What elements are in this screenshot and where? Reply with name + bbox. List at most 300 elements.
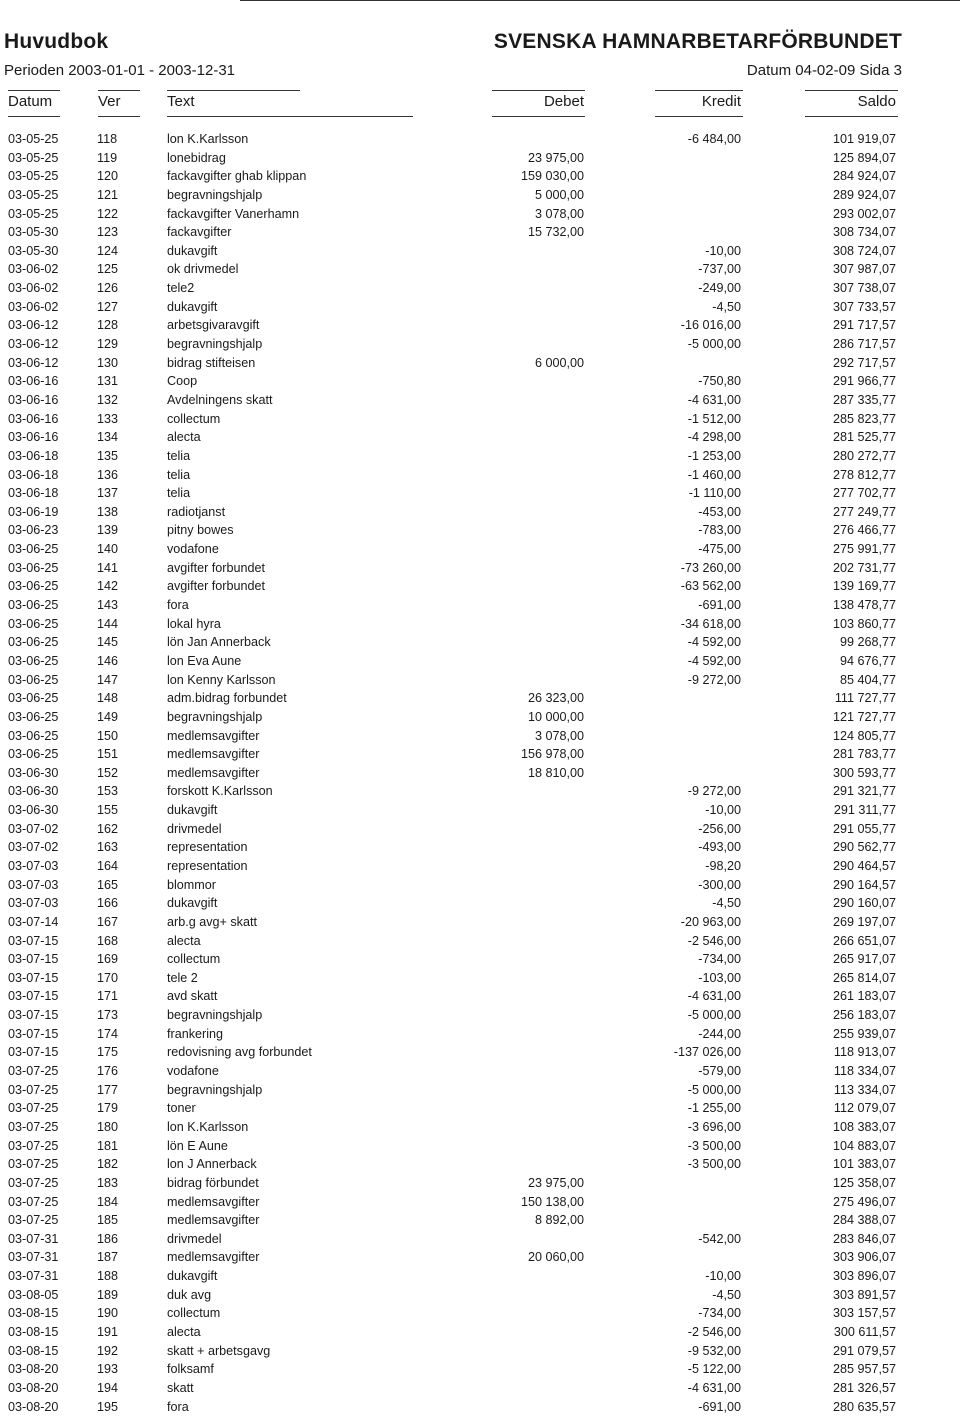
voucher-number: 131 xyxy=(97,374,119,389)
entry-date: 03-07-15 xyxy=(8,1045,59,1060)
column-header-ver: Ver xyxy=(98,93,121,110)
table-row xyxy=(0,782,960,801)
debet-amount: 23 975,00 xyxy=(527,1175,584,1190)
kredit-amount: -475,00 xyxy=(698,542,741,557)
voucher-number: 149 xyxy=(97,709,119,724)
kredit-amount: -16 016,00 xyxy=(680,318,741,333)
rule-ver-top xyxy=(98,90,140,91)
table-row xyxy=(0,764,960,783)
debet-amount: 6 000,00 xyxy=(534,355,584,370)
voucher-number: 180 xyxy=(97,1119,119,1134)
kredit-amount: -493,00 xyxy=(698,840,741,855)
voucher-number: 184 xyxy=(97,1194,119,1209)
debet-amount: 20 060,00 xyxy=(527,1250,584,1265)
entry-text: bidrag stifteisen xyxy=(167,355,256,370)
voucher-number: 175 xyxy=(97,1045,119,1060)
rule-date-top xyxy=(8,90,60,91)
table-row xyxy=(0,1398,960,1416)
entry-text: skatt + arbetsgavg xyxy=(167,1343,271,1358)
period-range: Perioden 2003-01-01 - 2003-12-31 xyxy=(4,62,235,79)
entry-text: medlemsavgifter xyxy=(167,747,260,762)
entry-text: folksamf xyxy=(167,1362,214,1377)
voucher-number: 132 xyxy=(97,392,119,407)
voucher-number: 146 xyxy=(97,653,119,668)
voucher-number: 186 xyxy=(97,1231,119,1246)
voucher-number: 124 xyxy=(97,243,119,258)
entry-date: 03-05-25 xyxy=(8,187,59,202)
entry-date: 03-06-12 xyxy=(8,355,59,370)
entry-text: alecta xyxy=(167,933,201,948)
entry-text: avd skatt xyxy=(167,989,218,1004)
entry-date: 03-07-31 xyxy=(8,1231,59,1246)
voucher-number: 177 xyxy=(97,1082,119,1097)
table-row xyxy=(0,708,960,727)
voucher-number: 194 xyxy=(97,1380,119,1395)
saldo-amount: 85 404,77 xyxy=(839,672,896,687)
entry-text: collectum xyxy=(167,411,221,426)
entry-date: 03-06-12 xyxy=(8,337,59,352)
kredit-amount: -1 255,00 xyxy=(687,1101,741,1116)
kredit-amount: -1 253,00 xyxy=(687,448,741,463)
table-row xyxy=(0,391,960,410)
saldo-amount: 303 891,57 xyxy=(832,1287,896,1302)
entry-date: 03-06-25 xyxy=(8,672,59,687)
entry-text: lon Kenny Karlsson xyxy=(167,672,276,687)
saldo-amount: 291 079,57 xyxy=(832,1343,896,1358)
kredit-amount: -137 026,00 xyxy=(673,1045,741,1060)
kredit-amount: -249,00 xyxy=(698,281,741,296)
entry-text: arbetsgivaravgift xyxy=(167,318,260,333)
voucher-number: 151 xyxy=(97,747,119,762)
entry-text: lon J Annerback xyxy=(167,1157,257,1172)
table-row xyxy=(0,205,960,224)
table-row xyxy=(0,372,960,391)
saldo-amount: 281 525,77 xyxy=(832,430,896,445)
table-row xyxy=(0,801,960,820)
entry-text: medlemsavgifter xyxy=(167,1194,260,1209)
rule-saldo-bottom xyxy=(805,116,898,117)
voucher-number: 141 xyxy=(97,560,119,575)
table-row xyxy=(0,1248,960,1267)
saldo-amount: 285 957,57 xyxy=(832,1362,896,1377)
top-rule xyxy=(240,0,960,1)
entry-text: toner xyxy=(167,1101,196,1116)
entry-date: 03-06-30 xyxy=(8,765,59,780)
entry-text: dukavgift xyxy=(167,1269,218,1284)
voucher-number: 181 xyxy=(97,1138,119,1153)
entry-date: 03-06-16 xyxy=(8,374,59,389)
saldo-amount: 292 717,57 xyxy=(832,355,896,370)
entry-date: 03-06-23 xyxy=(8,523,59,538)
entry-text: begravningshjalp xyxy=(167,187,263,202)
voucher-number: 195 xyxy=(97,1399,119,1414)
entry-date: 03-06-25 xyxy=(8,542,59,557)
voucher-number: 169 xyxy=(97,952,119,967)
entry-date: 03-07-15 xyxy=(8,989,59,1004)
entry-text: frankering xyxy=(167,1026,224,1041)
entry-text: representation xyxy=(167,858,248,873)
table-row xyxy=(0,987,960,1006)
kredit-amount: -3 696,00 xyxy=(687,1119,741,1134)
kredit-amount: -1 512,00 xyxy=(687,411,741,426)
kredit-amount: -63 562,00 xyxy=(680,579,741,594)
voucher-number: 153 xyxy=(97,784,119,799)
voucher-number: 148 xyxy=(97,691,119,706)
entry-date: 03-07-15 xyxy=(8,1008,59,1023)
table-row xyxy=(0,1230,960,1249)
saldo-amount: 280 635,57 xyxy=(832,1399,896,1414)
voucher-number: 155 xyxy=(97,803,119,818)
entry-text: lön Jan Annerback xyxy=(167,635,271,650)
saldo-amount: 261 183,07 xyxy=(832,989,896,1004)
saldo-amount: 281 783,77 xyxy=(832,747,896,762)
kredit-amount: -4 592,00 xyxy=(687,635,741,650)
entry-text: fackavgifter xyxy=(167,225,232,240)
voucher-number: 191 xyxy=(97,1325,119,1339)
saldo-amount: 287 335,77 xyxy=(832,392,896,407)
kredit-amount: -9 272,00 xyxy=(687,784,741,799)
entry-text: medlemsavgifter xyxy=(167,1250,260,1265)
saldo-amount: 121 727,77 xyxy=(832,709,896,724)
entry-date: 03-06-25 xyxy=(8,728,59,743)
entry-date: 03-06-16 xyxy=(8,430,59,445)
entry-date: 03-06-30 xyxy=(8,784,59,799)
saldo-amount: 291 055,77 xyxy=(832,821,896,836)
saldo-amount: 269 197,07 xyxy=(832,914,896,929)
debet-amount: 18 810,00 xyxy=(527,765,584,780)
entry-date: 03-07-15 xyxy=(8,952,59,967)
table-row xyxy=(0,1099,960,1118)
saldo-amount: 285 823,77 xyxy=(832,411,896,426)
table-row xyxy=(0,727,960,746)
entry-date: 03-07-25 xyxy=(8,1194,59,1209)
saldo-amount: 291 321,77 xyxy=(832,784,896,799)
voucher-number: 137 xyxy=(97,486,119,501)
entry-text: begravningshjalp xyxy=(167,1082,263,1097)
saldo-amount: 284 388,07 xyxy=(832,1213,896,1228)
voucher-number: 126 xyxy=(97,281,119,296)
kredit-amount: -10,00 xyxy=(705,803,741,818)
voucher-number: 163 xyxy=(97,840,119,855)
table-row xyxy=(0,447,960,466)
table-row xyxy=(0,1043,960,1062)
entry-date: 03-05-25 xyxy=(8,169,59,184)
debet-amount: 3 078,00 xyxy=(534,206,584,221)
entry-date: 03-06-30 xyxy=(8,803,59,818)
saldo-amount: 103 860,77 xyxy=(832,616,896,631)
saldo-amount: 104 883,07 xyxy=(832,1138,896,1153)
rule-text-top xyxy=(167,90,300,91)
table-row xyxy=(0,1379,960,1398)
saldo-amount: 303 906,07 xyxy=(832,1250,896,1265)
saldo-amount: 290 562,77 xyxy=(832,840,896,855)
entry-text: dukavgift xyxy=(167,299,218,314)
entry-text: fackavgifter ghab klippan xyxy=(167,169,307,184)
voucher-number: 145 xyxy=(97,635,119,650)
entry-text: bidrag förbundet xyxy=(167,1175,259,1190)
voucher-number: 122 xyxy=(97,206,119,221)
debet-amount: 3 078,00 xyxy=(534,728,584,743)
entry-text: drivmedel xyxy=(167,1231,222,1246)
debet-amount: 26 323,00 xyxy=(527,691,584,706)
kredit-amount: -5 000,00 xyxy=(687,1082,741,1097)
kredit-amount: -9 532,00 xyxy=(687,1343,741,1358)
entry-date: 03-08-20 xyxy=(8,1362,59,1377)
entry-text: Coop xyxy=(167,374,198,389)
voucher-number: 119 xyxy=(97,150,118,165)
kredit-amount: -734,00 xyxy=(698,1306,741,1321)
voucher-number: 193 xyxy=(97,1362,119,1377)
saldo-amount: 202 731,77 xyxy=(832,560,896,575)
kredit-amount: -10,00 xyxy=(705,1269,741,1284)
voucher-number: 152 xyxy=(97,765,119,780)
saldo-amount: 291 311,77 xyxy=(833,803,896,818)
entry-date: 03-05-30 xyxy=(8,243,59,258)
voucher-number: 192 xyxy=(97,1343,119,1358)
kredit-amount: -737,00 xyxy=(698,262,741,277)
entry-date: 03-07-25 xyxy=(8,1175,59,1190)
table-row xyxy=(0,1286,960,1305)
kredit-amount: -300,00 xyxy=(698,877,741,892)
voucher-number: 147 xyxy=(97,672,119,687)
kredit-amount: -2 546,00 xyxy=(687,1325,741,1339)
saldo-amount: 113 334,07 xyxy=(833,1082,896,1097)
entry-date: 03-06-25 xyxy=(8,653,59,668)
table-row xyxy=(0,820,960,839)
saldo-amount: 293 002,07 xyxy=(832,206,896,221)
saldo-amount: 308 724,07 xyxy=(832,243,896,258)
kredit-amount: -3 500,00 xyxy=(687,1157,741,1172)
table-row xyxy=(0,354,960,373)
entry-date: 03-07-03 xyxy=(8,858,59,873)
voucher-number: 188 xyxy=(97,1269,119,1284)
table-row xyxy=(0,428,960,447)
entry-text: lon Eva Aune xyxy=(167,653,242,668)
table-row xyxy=(0,894,960,913)
column-header-date: Datum xyxy=(8,93,53,110)
saldo-amount: 289 924,07 xyxy=(832,187,896,202)
ledger-table-body xyxy=(0,130,960,1416)
kredit-amount: -1 460,00 xyxy=(687,467,741,482)
voucher-number: 179 xyxy=(97,1101,119,1116)
entry-date: 03-06-25 xyxy=(8,560,59,575)
entry-date: 03-06-19 xyxy=(8,504,59,519)
saldo-amount: 300 611,57 xyxy=(833,1325,896,1339)
kredit-amount: -734,00 xyxy=(698,952,741,967)
table-row xyxy=(0,1342,960,1361)
entry-text: dukavgift xyxy=(167,243,218,258)
table-row xyxy=(0,130,960,149)
entry-date: 03-06-16 xyxy=(8,411,59,426)
entry-text: tele2 xyxy=(167,281,195,296)
entry-date: 03-06-25 xyxy=(8,709,59,724)
entry-text: adm.bidrag forbundet xyxy=(167,691,287,706)
saldo-amount: 284 924,07 xyxy=(832,169,896,184)
entry-date: 03-07-25 xyxy=(8,1213,59,1228)
table-row xyxy=(0,838,960,857)
voucher-number: 166 xyxy=(97,896,119,911)
kredit-amount: -4 631,00 xyxy=(687,989,741,1004)
entry-date: 03-07-25 xyxy=(8,1082,59,1097)
table-row xyxy=(0,913,960,932)
entry-date: 03-05-25 xyxy=(8,150,59,165)
saldo-amount: 286 717,57 xyxy=(832,337,896,352)
kredit-amount: -256,00 xyxy=(698,821,741,836)
voucher-number: 133 xyxy=(97,411,119,426)
kredit-amount: -691,00 xyxy=(698,598,741,613)
entry-text: fora xyxy=(167,598,189,613)
entry-date: 03-07-02 xyxy=(8,821,59,836)
entry-text: duk avg xyxy=(167,1287,212,1302)
kredit-amount: -5 122,00 xyxy=(687,1362,741,1377)
entry-text: telia xyxy=(167,448,191,463)
saldo-amount: 291 966,77 xyxy=(832,374,896,389)
kredit-amount: -9 272,00 xyxy=(687,672,741,687)
entry-text: forskott K.Karlsson xyxy=(167,784,273,799)
table-row xyxy=(0,521,960,540)
kredit-amount: -73 260,00 xyxy=(680,560,741,575)
rule-kredit-bottom xyxy=(655,116,743,117)
voucher-number: 185 xyxy=(97,1213,119,1228)
entry-date: 03-08-20 xyxy=(8,1399,59,1414)
saldo-amount: 125 894,07 xyxy=(832,150,896,165)
voucher-number: 143 xyxy=(97,598,119,613)
voucher-number: 171 xyxy=(97,989,119,1004)
entry-text: alecta xyxy=(167,1325,201,1339)
rule-text-bottom xyxy=(167,116,413,117)
kredit-amount: -4,50 xyxy=(712,896,741,911)
voucher-number: 136 xyxy=(97,467,119,482)
debet-amount: 23 975,00 xyxy=(527,150,584,165)
table-row xyxy=(0,466,960,485)
entry-text: dukavgift xyxy=(167,896,218,911)
entry-date: 03-06-12 xyxy=(8,318,59,333)
voucher-number: 129 xyxy=(97,337,119,352)
saldo-amount: 111 727,77 xyxy=(834,691,896,706)
saldo-amount: 112 079,07 xyxy=(833,1101,896,1116)
entry-date: 03-07-03 xyxy=(8,877,59,892)
entry-text: avgifter forbundet xyxy=(167,579,266,594)
table-row xyxy=(0,652,960,671)
entry-date: 03-08-05 xyxy=(8,1287,59,1302)
entry-date: 03-06-02 xyxy=(8,281,59,296)
voucher-number: 139 xyxy=(97,523,119,538)
rule-kredit-top xyxy=(655,90,743,91)
table-row xyxy=(0,167,960,186)
column-header-kredit: Kredit xyxy=(701,93,741,110)
entry-text: telia xyxy=(167,467,191,482)
table-row xyxy=(0,577,960,596)
entry-date: 03-08-20 xyxy=(8,1380,59,1395)
voucher-number: 138 xyxy=(97,504,119,519)
voucher-number: 190 xyxy=(97,1306,119,1321)
entry-text: lön E Aune xyxy=(167,1138,228,1153)
kredit-amount: -34 618,00 xyxy=(680,616,741,631)
saldo-amount: 307 733,57 xyxy=(832,299,896,314)
entry-date: 03-07-14 xyxy=(8,914,59,929)
table-row xyxy=(0,1081,960,1100)
voucher-number: 176 xyxy=(97,1064,119,1079)
voucher-number: 189 xyxy=(97,1287,119,1302)
table-row xyxy=(0,932,960,951)
saldo-amount: 308 734,07 xyxy=(832,225,896,240)
voucher-number: 135 xyxy=(97,448,119,463)
saldo-amount: 307 738,07 xyxy=(832,281,896,296)
table-row xyxy=(0,1193,960,1212)
entry-text: begravningshjalp xyxy=(167,709,263,724)
entry-text: tele 2 xyxy=(167,970,198,985)
table-row xyxy=(0,279,960,298)
table-row xyxy=(0,1360,960,1379)
entry-text: medlemsavgifter xyxy=(167,765,260,780)
saldo-amount: 138 478,77 xyxy=(832,598,896,613)
entry-date: 03-07-15 xyxy=(8,933,59,948)
entry-date: 03-07-15 xyxy=(8,1026,59,1041)
kredit-amount: -750,80 xyxy=(698,374,741,389)
voucher-number: 127 xyxy=(97,299,119,314)
saldo-amount: 275 496,07 xyxy=(832,1194,896,1209)
saldo-amount: 276 466,77 xyxy=(832,523,896,538)
entry-date: 03-06-25 xyxy=(8,579,59,594)
saldo-amount: 99 268,77 xyxy=(839,635,896,650)
organization-name: SVENSKA HAMNARBETARFÖRBUNDET xyxy=(493,30,902,53)
entry-date: 03-08-15 xyxy=(8,1343,59,1358)
rule-debet-top xyxy=(492,90,585,91)
saldo-amount: 125 358,07 xyxy=(832,1175,896,1190)
voucher-number: 140 xyxy=(97,542,119,557)
entry-text: drivmedel xyxy=(167,821,222,836)
entry-text: vodafone xyxy=(167,1064,219,1079)
entry-date: 03-05-25 xyxy=(8,206,59,221)
entry-text: lokal hyra xyxy=(167,616,221,631)
voucher-number: 182 xyxy=(97,1157,119,1172)
saldo-amount: 280 272,77 xyxy=(832,448,896,463)
kredit-amount: -1 110,00 xyxy=(688,486,741,501)
kredit-amount: -579,00 xyxy=(698,1064,741,1079)
saldo-amount: 101 383,07 xyxy=(832,1157,896,1172)
entry-text: medlemsavgifter xyxy=(167,1213,260,1228)
entry-text: lon K.Karlsson xyxy=(167,132,249,146)
voucher-number: 123 xyxy=(97,225,119,240)
entry-text: radiotjanst xyxy=(167,504,226,519)
entry-text: blommor xyxy=(167,877,216,892)
debet-amount: 10 000,00 xyxy=(527,709,584,724)
kredit-amount: -3 500,00 xyxy=(687,1138,741,1153)
saldo-amount: 300 593,77 xyxy=(832,765,896,780)
table-row xyxy=(0,410,960,429)
kredit-amount: -4 592,00 xyxy=(687,653,741,668)
entry-date: 03-06-25 xyxy=(8,691,59,706)
table-row xyxy=(0,745,960,764)
table-row xyxy=(0,484,960,503)
table-row xyxy=(0,633,960,652)
entry-text: begravningshjalp xyxy=(167,337,263,352)
table-row xyxy=(0,149,960,168)
debet-amount: 156 978,00 xyxy=(520,747,584,762)
kredit-amount: -103,00 xyxy=(698,970,741,985)
voucher-number: 144 xyxy=(97,616,119,631)
debet-amount: 5 000,00 xyxy=(534,187,584,202)
saldo-amount: 290 160,07 xyxy=(832,896,896,911)
entry-text: pitny bowes xyxy=(167,523,234,538)
entry-date: 03-07-03 xyxy=(8,896,59,911)
table-row xyxy=(0,335,960,354)
entry-text: dukavgift xyxy=(167,803,218,818)
saldo-amount: 275 991,77 xyxy=(832,542,896,557)
debet-amount: 15 732,00 xyxy=(527,225,584,240)
saldo-amount: 277 249,77 xyxy=(832,504,896,519)
voucher-number: 125 xyxy=(97,262,119,277)
